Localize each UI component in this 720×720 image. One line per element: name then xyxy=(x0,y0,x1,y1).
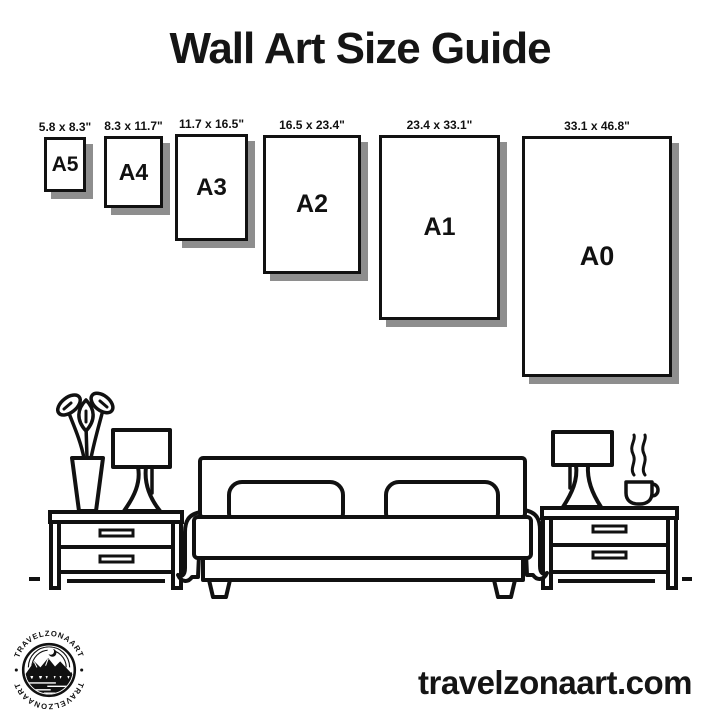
bed-icon xyxy=(178,458,547,597)
size-frame-a5 xyxy=(38,120,92,192)
table-lamp-icon xyxy=(113,430,170,511)
bedroom-illustration xyxy=(0,380,720,610)
brand-text-top: TRAVELZONAART xyxy=(12,628,86,659)
size-code-label: A1 xyxy=(423,213,456,241)
size-code-label: A4 xyxy=(118,158,149,185)
size-frame-a3 xyxy=(175,117,248,241)
size-dimensions-label: 23.4 x 33.1" xyxy=(406,118,473,132)
size-dimensions-label: 8.3 x 11.7" xyxy=(104,119,163,133)
badge-dot-left xyxy=(15,668,18,671)
badge-dot-right xyxy=(80,668,83,671)
size-frame-a1 xyxy=(379,118,500,320)
plant-icon xyxy=(54,389,116,511)
size-dimensions-label: 11.7 x 16.5" xyxy=(178,117,245,131)
size-code-label: A2 xyxy=(296,190,328,218)
table-lamp-icon xyxy=(553,432,612,507)
brand-text-bottom: TRAVELZONAART xyxy=(12,681,86,712)
size-frame-a0 xyxy=(522,119,672,377)
brand-logo-badge xyxy=(6,627,92,713)
nightstand-icon xyxy=(542,508,677,588)
nightstand-icon xyxy=(50,512,182,588)
size-code-label: A0 xyxy=(579,241,615,271)
size-dimensions-label: 33.1 x 46.8" xyxy=(564,119,630,133)
size-frame-a2 xyxy=(263,118,361,274)
page-title: Wall Art Size Guide xyxy=(169,24,551,73)
website-url: travelzonaart.com xyxy=(418,664,692,701)
size-dimensions-label: 16.5 x 23.4" xyxy=(279,118,345,132)
size-code-label: A5 xyxy=(51,152,79,176)
size-code-label: A3 xyxy=(196,173,227,201)
size-frame-a4 xyxy=(104,119,163,208)
coffee-cup-icon xyxy=(617,435,662,508)
size-dimensions-label: 5.8 x 8.3" xyxy=(38,120,92,134)
